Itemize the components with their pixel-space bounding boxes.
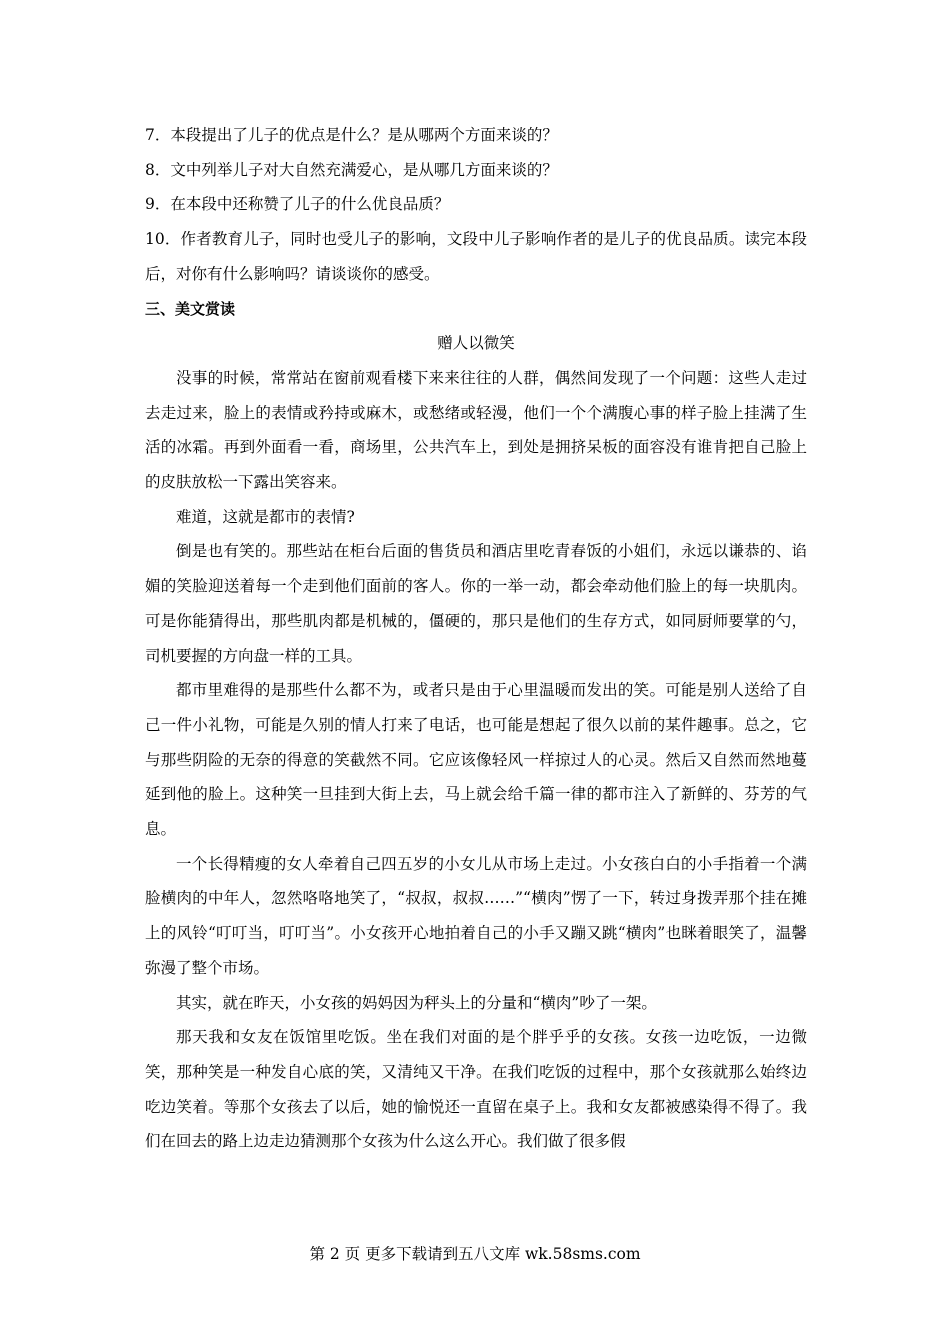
- article-paragraph: 那天我和女友在饭馆里吃饭。坐在我们对面的是个胖乎乎的女孩。女孩一边吃饭，一边微笑，那种笑是一种发自心底的笑，又清纯又干净。在我们吃饭的过程中，那个女孩就那么始终边吃边笑着。等那个女孩去了以后，她的愉悦还一直留在桌子上。我和女友都被感染得不得了。我们在回去的路上边走边猜测那个女孩为什么这么开心。我们做了很多假: [145, 1028, 807, 1151]
- article-paragraph: 其实，就在昨天，小女孩的妈妈因为秤头上的分量和“横肉”吵了一架。: [176, 993, 657, 1012]
- question-7: 7．本段提出了儿子的优点是什么？是从哪两个方面来谈的？: [145, 126, 558, 144]
- article-paragraph: 难道，这就是都市的表情?: [176, 507, 355, 526]
- section-heading: 三、美文赏读: [145, 299, 236, 318]
- question-9: 9．在本段中还称赞了儿子的什么优良品质？: [145, 195, 450, 214]
- article-paragraph: 没事的时候，常常站在窗前观看楼下来来往往的人群，偶然间发现了一个问题：这些人走过去走过来，脸上的表情或矜持或麻木，或愁绪或轻漫，他们一个个满腹心事的样子脸上挂满了生活的冰霜。再到外面看一看，商场里，公共汽车上，到处是拥挤呆板的面容没有谁肯把自己脸上的皮肤放松一下露出笑容来。: [145, 368, 807, 492]
- article-paragraph: 一个长得精瘦的女人牵着自己四五岁的小女儿从市场上走过。小女孩白白的小手指着一个满脸横肉的中年人，忽然咯咯地笑了，“叔叔，叔叔……”“横肉”愣了一下，转过身拨弄那个挂在摊上的风铃“叮叮当，叮叮当”。小女孩开心地拍着自己的小手又蹦又跳“横肉”也眯着眼笑了，温馨弥漫了整个市场。: [145, 854, 807, 977]
- article-paragraph: 都市里难得的是那些什么都不为，或者只是由于心里温暖而发出的笑。可能是别人送给了自己一件小礼物，可能是久别的情人打来了电话，也可能是想起了很久以前的某件趣事。总之，它与那些阴险的无奈的得意的笑截然不同。它应该像轻风一样掠过人的心灵。然后又自然而然地蔓延到他的脸上。这种笑一旦挂到大街上去，马上就会给千篇一律的都市注入了新鲜的、芬芳的气息。: [145, 681, 807, 839]
- question-10: 10．作者教育儿子，同时也受儿子的影响，文段中儿子影响作者的是儿子的优良品质。读完本段后，对你有什么影响吗？请谈谈你的感受。: [145, 230, 807, 283]
- page-footer: 第 2 页 更多下载请到五八文库 wk.58sms.com: [309, 1245, 641, 1263]
- article-title: 赠人以微笑: [437, 334, 515, 353]
- article-paragraph: 倒是也有笑的。那些站在柜台后面的售货员和酒店里吃青春饭的小姐们，永远以谦恭的、谄媚的笑脸迎送着每一个走到他们面前的客人。你的一举一动，都会牵动他们脸上的每一块肌肉。可是你能猜得出，那些肌肉都是机械的，僵硬的，那只是他们的生存方式，如同厨师要掌的勺，司机要握的方向盘一样的工具。: [145, 542, 807, 665]
- document-page: [145, 118, 807, 1159]
- question-8: 8．文中列举儿子对大自然充满爱心，是从哪几方面来谈的？: [145, 160, 558, 179]
